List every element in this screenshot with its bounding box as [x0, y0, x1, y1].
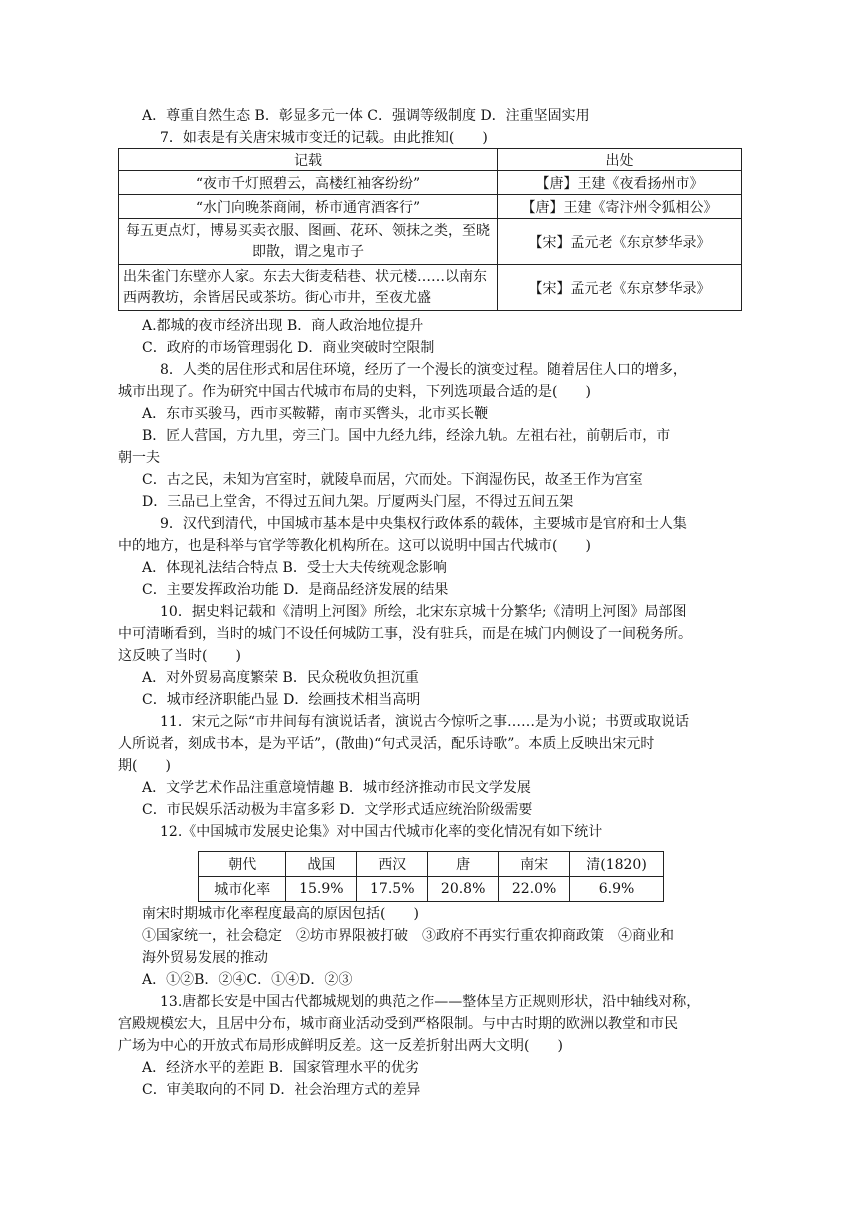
text-line: 这反映了当时( )	[118, 648, 241, 664]
text-line: A．对外贸易高度繁荣 B．民众税收负担沉重	[142, 670, 419, 686]
rate-cell: 15.9%	[286, 877, 357, 902]
table-row	[119, 265, 742, 311]
rate-cell: 17.5%	[357, 877, 428, 902]
dynasty-cell: 南宋	[499, 852, 570, 877]
record-cell: “水门向晚茶商闹，桥市通宵酒客行”	[119, 195, 498, 219]
text-line: A．文学艺术作品注重意境情趣 B．城市经济推动市民文学发展	[142, 780, 531, 796]
text-line: ①国家统一，社会稳定 ②坊市界限被打破 ③政府不再实行重农抑商政策 ④商业和	[142, 928, 674, 944]
dynasty-header: 朝代	[199, 852, 286, 877]
q6-options: A．尊重自然生态 B．彰显多元一体 C．强调等级制度 D．注重坚固实用	[142, 108, 590, 124]
table-row	[119, 195, 742, 219]
text-line: 中可清晰看到，当时的城门不设任何城防工事，没有驻兵，而是在城门内侧设了一间税务所。	[118, 626, 692, 642]
text-line: 城市出现了。作为研究中国古代城市布局的史料，下列选项最合适的是( )	[118, 384, 591, 400]
source-cell: 【宋】孟元老《东京梦华录》	[498, 219, 742, 265]
table-row	[119, 219, 742, 265]
q7-stem: 7．如表是有关唐宋城市变迁的记载。由此推知( )	[160, 130, 488, 146]
source-cell: 【唐】王建《夜看扬州市》	[498, 171, 742, 195]
text-line: 8．人类的居住形式和居住环境，经历了一个漫长的演变过程。随着居住人口的增多，	[160, 362, 687, 378]
text-line: 9．汉代到清代，中国城市基本是中央集权行政体系的载体，主要城市是官府和士人集	[160, 516, 687, 532]
table-row	[119, 171, 742, 195]
text-line: 宫殿规模宏大，且居中分布，城市商业活动受到严格限制。与中古时期的欧洲以教堂和市民	[118, 1016, 678, 1032]
text-line: 朝一夫	[118, 450, 160, 466]
table-header-row	[119, 149, 742, 171]
text-line: C．城市经济职能凸显 D．绘画技术相当高明	[142, 692, 421, 708]
text-line: C．审美取向的不同 D．社会治理方式的差异	[142, 1082, 421, 1098]
rate-row	[199, 877, 664, 902]
text-line: 海外贸易发展的推动	[142, 950, 268, 966]
dynasty-cell: 唐	[428, 852, 499, 877]
text-line: 10．据史料记载和《清明上河图》所绘，北宋东京城十分繁华;《清明上河图》局部图	[160, 604, 687, 620]
text-line: A.都城的夜市经济出现 B．商人政治地位提升	[142, 318, 424, 334]
rate-cell: 22.0%	[499, 877, 570, 902]
source-cell: 【宋】孟元老《东京梦华录》	[498, 265, 742, 311]
text-line: 南宋时期城市化率程度最高的原因包括( )	[142, 906, 419, 922]
record-cell: 出朱雀门东壁亦人家。东去大街麦秸巷、状元楼……以南东西两教坊，余皆居民或茶坊。街心市井，至夜尤盛	[119, 265, 498, 311]
record-cell: “夜市千灯照碧云，高楼红袖客纷纷”	[119, 171, 498, 195]
dynasty-cell: 西汉	[357, 852, 428, 877]
text-line: C．主要发挥政治功能 D．是商品经济发展的结果	[142, 582, 449, 598]
dynasty-row	[199, 852, 664, 877]
text-line: A．东市买骏马，西市买鞍鞯，南市买辔头，北市买长鞭	[142, 406, 489, 422]
text-line: D．三品已上堂舍，不得过五间九架。厅厦两头门屋，不得过五间五架	[142, 494, 574, 510]
source-cell: 【唐】王建《寄汴州令狐相公》	[498, 195, 742, 219]
text-line: 人所说者，刻成书本，是为平话”，(散曲)“句式灵活，配乐诗歌”。本质上反映出宋元时	[118, 736, 655, 752]
text-line: 广场为中心的开放式布局形成鲜明反差。这一反差折射出两大文明( )	[118, 1038, 563, 1054]
text-line: A．经济水平的差距 B．国家管理水平的优劣	[142, 1060, 419, 1076]
text-line: 12.《中国城市发展史论集》对中国古代城市化率的变化情况有如下统计	[160, 824, 603, 840]
text-line: 期( )	[118, 758, 171, 774]
text-line: A．体现礼法结合特点 B．受士大夫传统观念影响	[142, 560, 447, 576]
record-cell: 每五更点灯，博易买卖衣服、图画、花环、领抹之类，至晓即散，谓之鬼市子	[119, 219, 498, 265]
text-line: 中的地方，也是科举与官学等教化机构所在。这可以说明中国古代城市( )	[118, 538, 591, 554]
rate-header: 城市化率	[199, 877, 286, 902]
header-record: 记载	[119, 149, 498, 171]
text-line: C．古之民，未知为宫室时，就陵阜而居，穴而处。下润湿伤民，故圣王作为宫室	[142, 472, 643, 488]
rate-cell: 6.9%	[570, 877, 664, 902]
urbanization-rate-table	[198, 851, 664, 902]
text-line: C．市民娱乐活动极为丰富多彩 D．文学形式适应统治阶级需要	[142, 802, 533, 818]
rate-cell: 20.8%	[428, 877, 499, 902]
text-line: A．①②B．②④C．①④D．②③	[142, 972, 353, 988]
dynasty-cell: 清(1820)	[570, 852, 664, 877]
text-line: 11．宋元之际“市井间每有演说话者，演说古今惊听之事……是为小说；书贾或取说话	[160, 714, 689, 730]
header-source: 出处	[498, 149, 742, 171]
tang-song-records-table	[118, 148, 742, 311]
dynasty-cell: 战国	[286, 852, 357, 877]
text-line: C．政府的市场管理弱化 D．商业突破时空限制	[142, 340, 435, 356]
text-line: B．匠人营国，方九里，旁三门。国中九经九纬，经涂九轨。左祖右社，前朝后市，市	[142, 428, 671, 444]
text-line: 13.唐都长安是中国古代都城规划的典范之作——整体呈方正规则形状，沿中轴线对称，	[160, 994, 701, 1010]
